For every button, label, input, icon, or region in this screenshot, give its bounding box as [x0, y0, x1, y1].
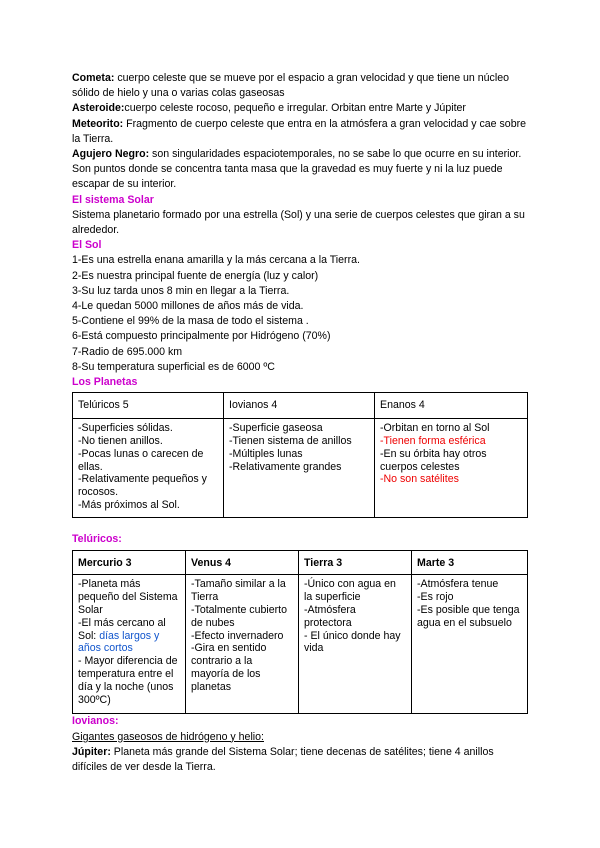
cell-mercurio — [73, 575, 186, 714]
cell-tierra — [299, 575, 412, 714]
text-cometa: cuerpo celeste que se mueve por el espacio a gran velocidad y que tiene un núcleo sólido de hielo y una o varias colas gaseosas — [72, 72, 509, 100]
cell-line-red: -No son satélites — [380, 473, 459, 486]
cell-line: -Pocas lunas o carecen de ellas. — [78, 447, 204, 473]
heading-telluricos: Telúricos: — [72, 533, 122, 546]
text-sistema: Sistema planetario formado por una estrella (Sol) y una serie de cuerpos celestes que giran a su alrededor. — [72, 208, 525, 237]
cell-line: -Totalmente cubierto de nubes — [191, 604, 287, 629]
header-iovianos: Iovianos 4 — [224, 393, 375, 419]
header-enanos: Enanos 4 — [375, 393, 528, 419]
sol-item: 5-Contiene el 99% de la masa de todo el sistema . — [72, 315, 309, 328]
text-jupiter: Planeta más grande del Sistema Solar; tiene decenas de satélites; tiene 4 anillos difíciles de ver desde la Tierra. — [72, 745, 494, 774]
cell-line: -En su órbita hay otros cuerpos celestes — [380, 447, 487, 473]
header-mercurio: Mercurio 3 — [73, 551, 186, 575]
iovianos-subtitle: Gigantes gaseosos de hidrógeno y helio: — [72, 730, 264, 743]
cell-line: -Atmósfera tenue — [417, 578, 499, 591]
cell-line: - El único donde hay vida — [304, 629, 401, 655]
cell-line: -Tienen sistema de anillos — [229, 435, 352, 448]
cell-marte — [412, 575, 528, 714]
cell-line: -Gira en sentido contrario a la mayoría de los planetas — [191, 642, 267, 693]
cell-iovianos — [224, 419, 375, 518]
heading-sol: El Sol — [72, 239, 102, 252]
cell-line: -Superficie gaseosa — [229, 422, 323, 435]
sol-item: 6-Está compuesto principalmente por Hidrógeno (70%) — [72, 330, 331, 343]
cell-line: -Tamaño similar a la Tierra — [191, 578, 286, 604]
term-cometa: Cometa: — [72, 72, 115, 84]
term-jupiter: Júpiter: — [72, 745, 111, 758]
cell-line: -Más próximos al Sol. — [78, 499, 180, 512]
cell-line: -Superficies sólidas. — [78, 422, 173, 435]
telluricos-table — [72, 550, 528, 714]
heading-iovianos: Iovianos: — [72, 715, 119, 728]
cell-text: -El más cercano al Sol: — [78, 616, 166, 642]
cell-line: -Relativamente pequeños y rocosos. — [78, 473, 207, 499]
def-jupiter — [72, 745, 530, 775]
cell-telluricos — [73, 419, 224, 518]
sol-item: 4-Le quedan 5000 millones de años más de vida. — [72, 300, 304, 313]
planetas-table — [72, 392, 528, 518]
cell-enanos — [375, 419, 528, 518]
cell-text-blue: días largos y años cortos — [78, 629, 160, 655]
cell-line: -Atmósfera protectora — [304, 604, 356, 629]
cell-line-red: -Tienen forma esférica — [380, 435, 486, 448]
cell-line: -Múltiples lunas — [229, 447, 303, 460]
text-asteroide: cuerpo celeste rocoso, pequeño e irregular. Orbitan entre Marte y Júpiter — [124, 102, 466, 115]
cell-line: - Mayor diferencia de temperatura entre el día y la noche (unos 300ºC) — [78, 655, 178, 706]
cell-line — [78, 617, 180, 655]
header-marte: Marte 3 — [412, 551, 528, 575]
cell-line: -Efecto invernadero — [191, 629, 284, 642]
def-cometa — [72, 71, 530, 101]
text-meteorito: Fragmento de cuerpo celeste que entra en la atmósfera a gran velocidad y cae sobre la Tierra. — [72, 117, 527, 145]
term-meteorito: Meteorito: — [72, 117, 124, 130]
cell-venus — [186, 575, 299, 714]
cell-line: -Único con agua en la superficie — [304, 578, 396, 604]
header-tierra: Tierra 3 — [299, 551, 412, 575]
cell-line: -Orbitan en torno al Sol — [380, 422, 490, 435]
text-agujero: son singularidades espaciotemporales, no se sabe lo que ocurre en su interior. Son puntos donde se concentra tanta masa que la gravedad es muy fuerte y ni la luz puede escapar de su interior. — [72, 148, 522, 191]
header-telluricos: Telúricos 5 — [73, 393, 224, 419]
sol-item: 2-Es nuestra principal fuente de energía (luz y calor) — [72, 269, 319, 282]
sol-item: 8-Su temperatura superficial es de 6000 ºC — [72, 360, 275, 373]
header-venus: Venus 4 — [186, 551, 299, 575]
cell-line: -Es posible que tenga agua en el subsuelo — [417, 604, 520, 629]
def-agujero — [72, 147, 530, 193]
sol-item: 3-Su luz tarda unos 8 min en llegar a la Tierra. — [72, 284, 290, 297]
cell-line: -Planeta más pequeño del Sistema Solar — [78, 578, 178, 617]
cell-line: -Es rojo — [417, 591, 454, 604]
term-asteroide: Asteroide: — [72, 102, 125, 115]
heading-planetas: Los Planetas — [72, 376, 138, 389]
heading-sistema: El sistema Solar — [72, 193, 154, 206]
term-agujero: Agujero Negro: — [72, 148, 150, 161]
sol-item: 7-Radio de 695.000 km — [72, 345, 183, 358]
document-page — [72, 71, 530, 775]
def-asteroide — [72, 101, 530, 116]
def-meteorito — [72, 117, 530, 147]
cell-line: -Relativamente grandes — [229, 460, 342, 473]
sol-item: 1-Es una estrella enana amarilla y la más cercana a la Tierra. — [72, 254, 360, 267]
cell-line: -No tienen anillos. — [78, 435, 163, 448]
